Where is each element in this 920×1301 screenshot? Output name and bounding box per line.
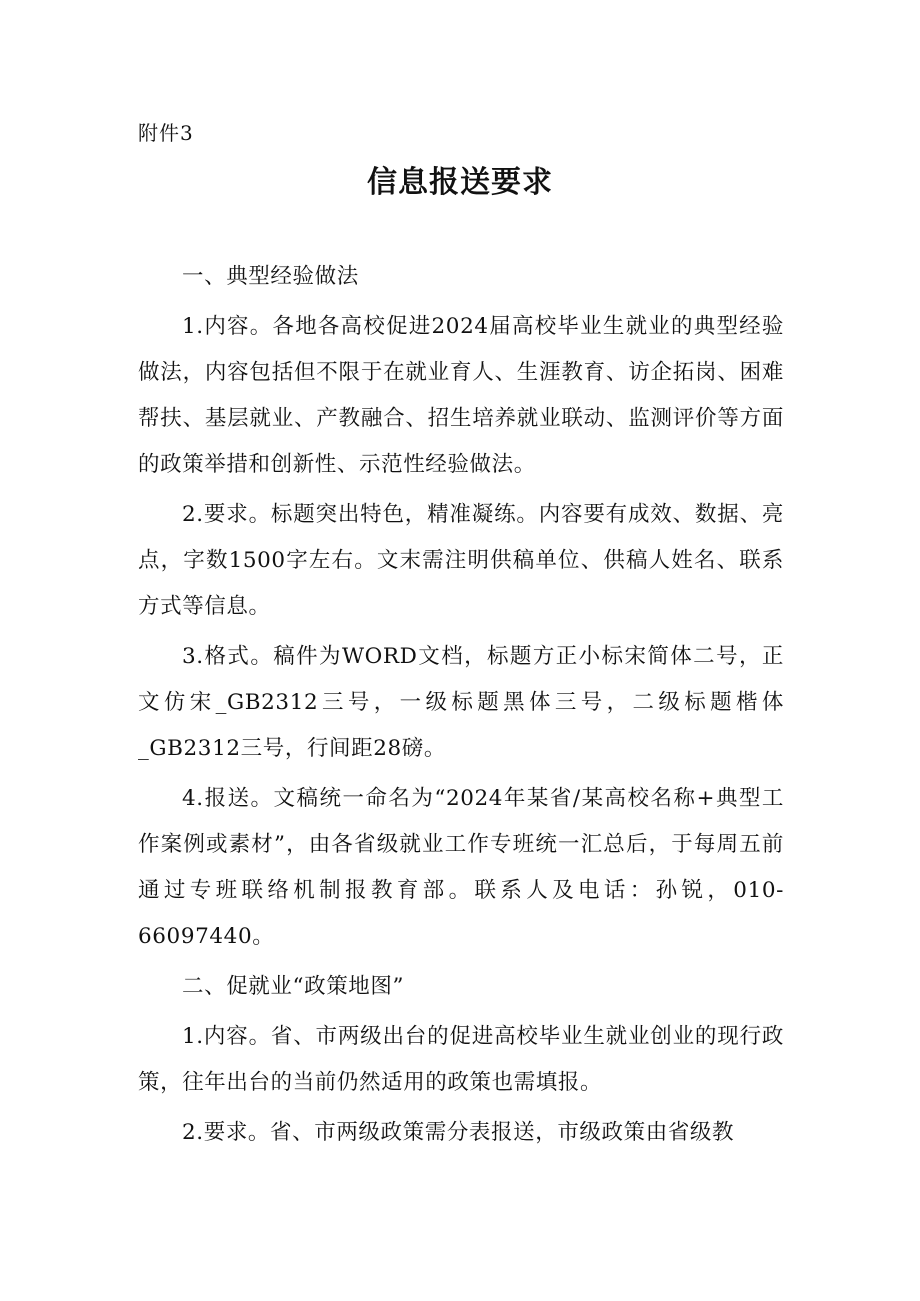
paragraph-submission: 4.报送。文稿统一命名为“2024年某省/某高校名称+典型工作案例或素材”，由各省级就业工作专班统一汇总后，于每周五前通过专班联络机制报教育部。联系人及电话：孙锐，010-66097440。 bbox=[138, 786, 784, 949]
section-heading-typical-experience: 一、典型经验做法 bbox=[182, 264, 359, 289]
paragraph-requirements: 2.要求。标题突出特色，精准凝练。内容要有成效、数据、亮点，字数1500字左右。文末需注明供稿单位、供稿人姓名、联系方式等信息。 bbox=[138, 502, 784, 619]
document-title: 信息报送要求 bbox=[367, 165, 553, 200]
paragraph-content: 1.内容。各地各高校促进2024届高校毕业生就业的典型经验做法，内容包括但不限于在就业育人、生涯教育、访企拓岗、困难帮扶、基层就业、产教融合、招生培养就业联动、监测评价等方面的政策举措和创新性、示范性经验做法。 bbox=[138, 314, 784, 477]
paragraph-format: 3.格式。稿件为WORD文档，标题方正小标宋简体二号，正文仿宋_GB2312三号，一级标题黑体三号，二级标题楷体_GB2312三号，行间距28磅。 bbox=[138, 644, 784, 761]
section-heading-policy-map: 二、促就业“政策地图” bbox=[182, 974, 405, 999]
attachment-label: 附件3 bbox=[138, 121, 194, 145]
paragraph-policy-requirements: 2.要求。省、市两级政策需分表报送，市级政策由省级教 bbox=[182, 1120, 735, 1145]
paragraph-policy-content: 1.内容。省、市两级出台的促进高校毕业生就业创业的现行政策，往年出台的当前仍然适用的政策也需填报。 bbox=[138, 1024, 784, 1095]
document-body bbox=[138, 254, 784, 1160]
